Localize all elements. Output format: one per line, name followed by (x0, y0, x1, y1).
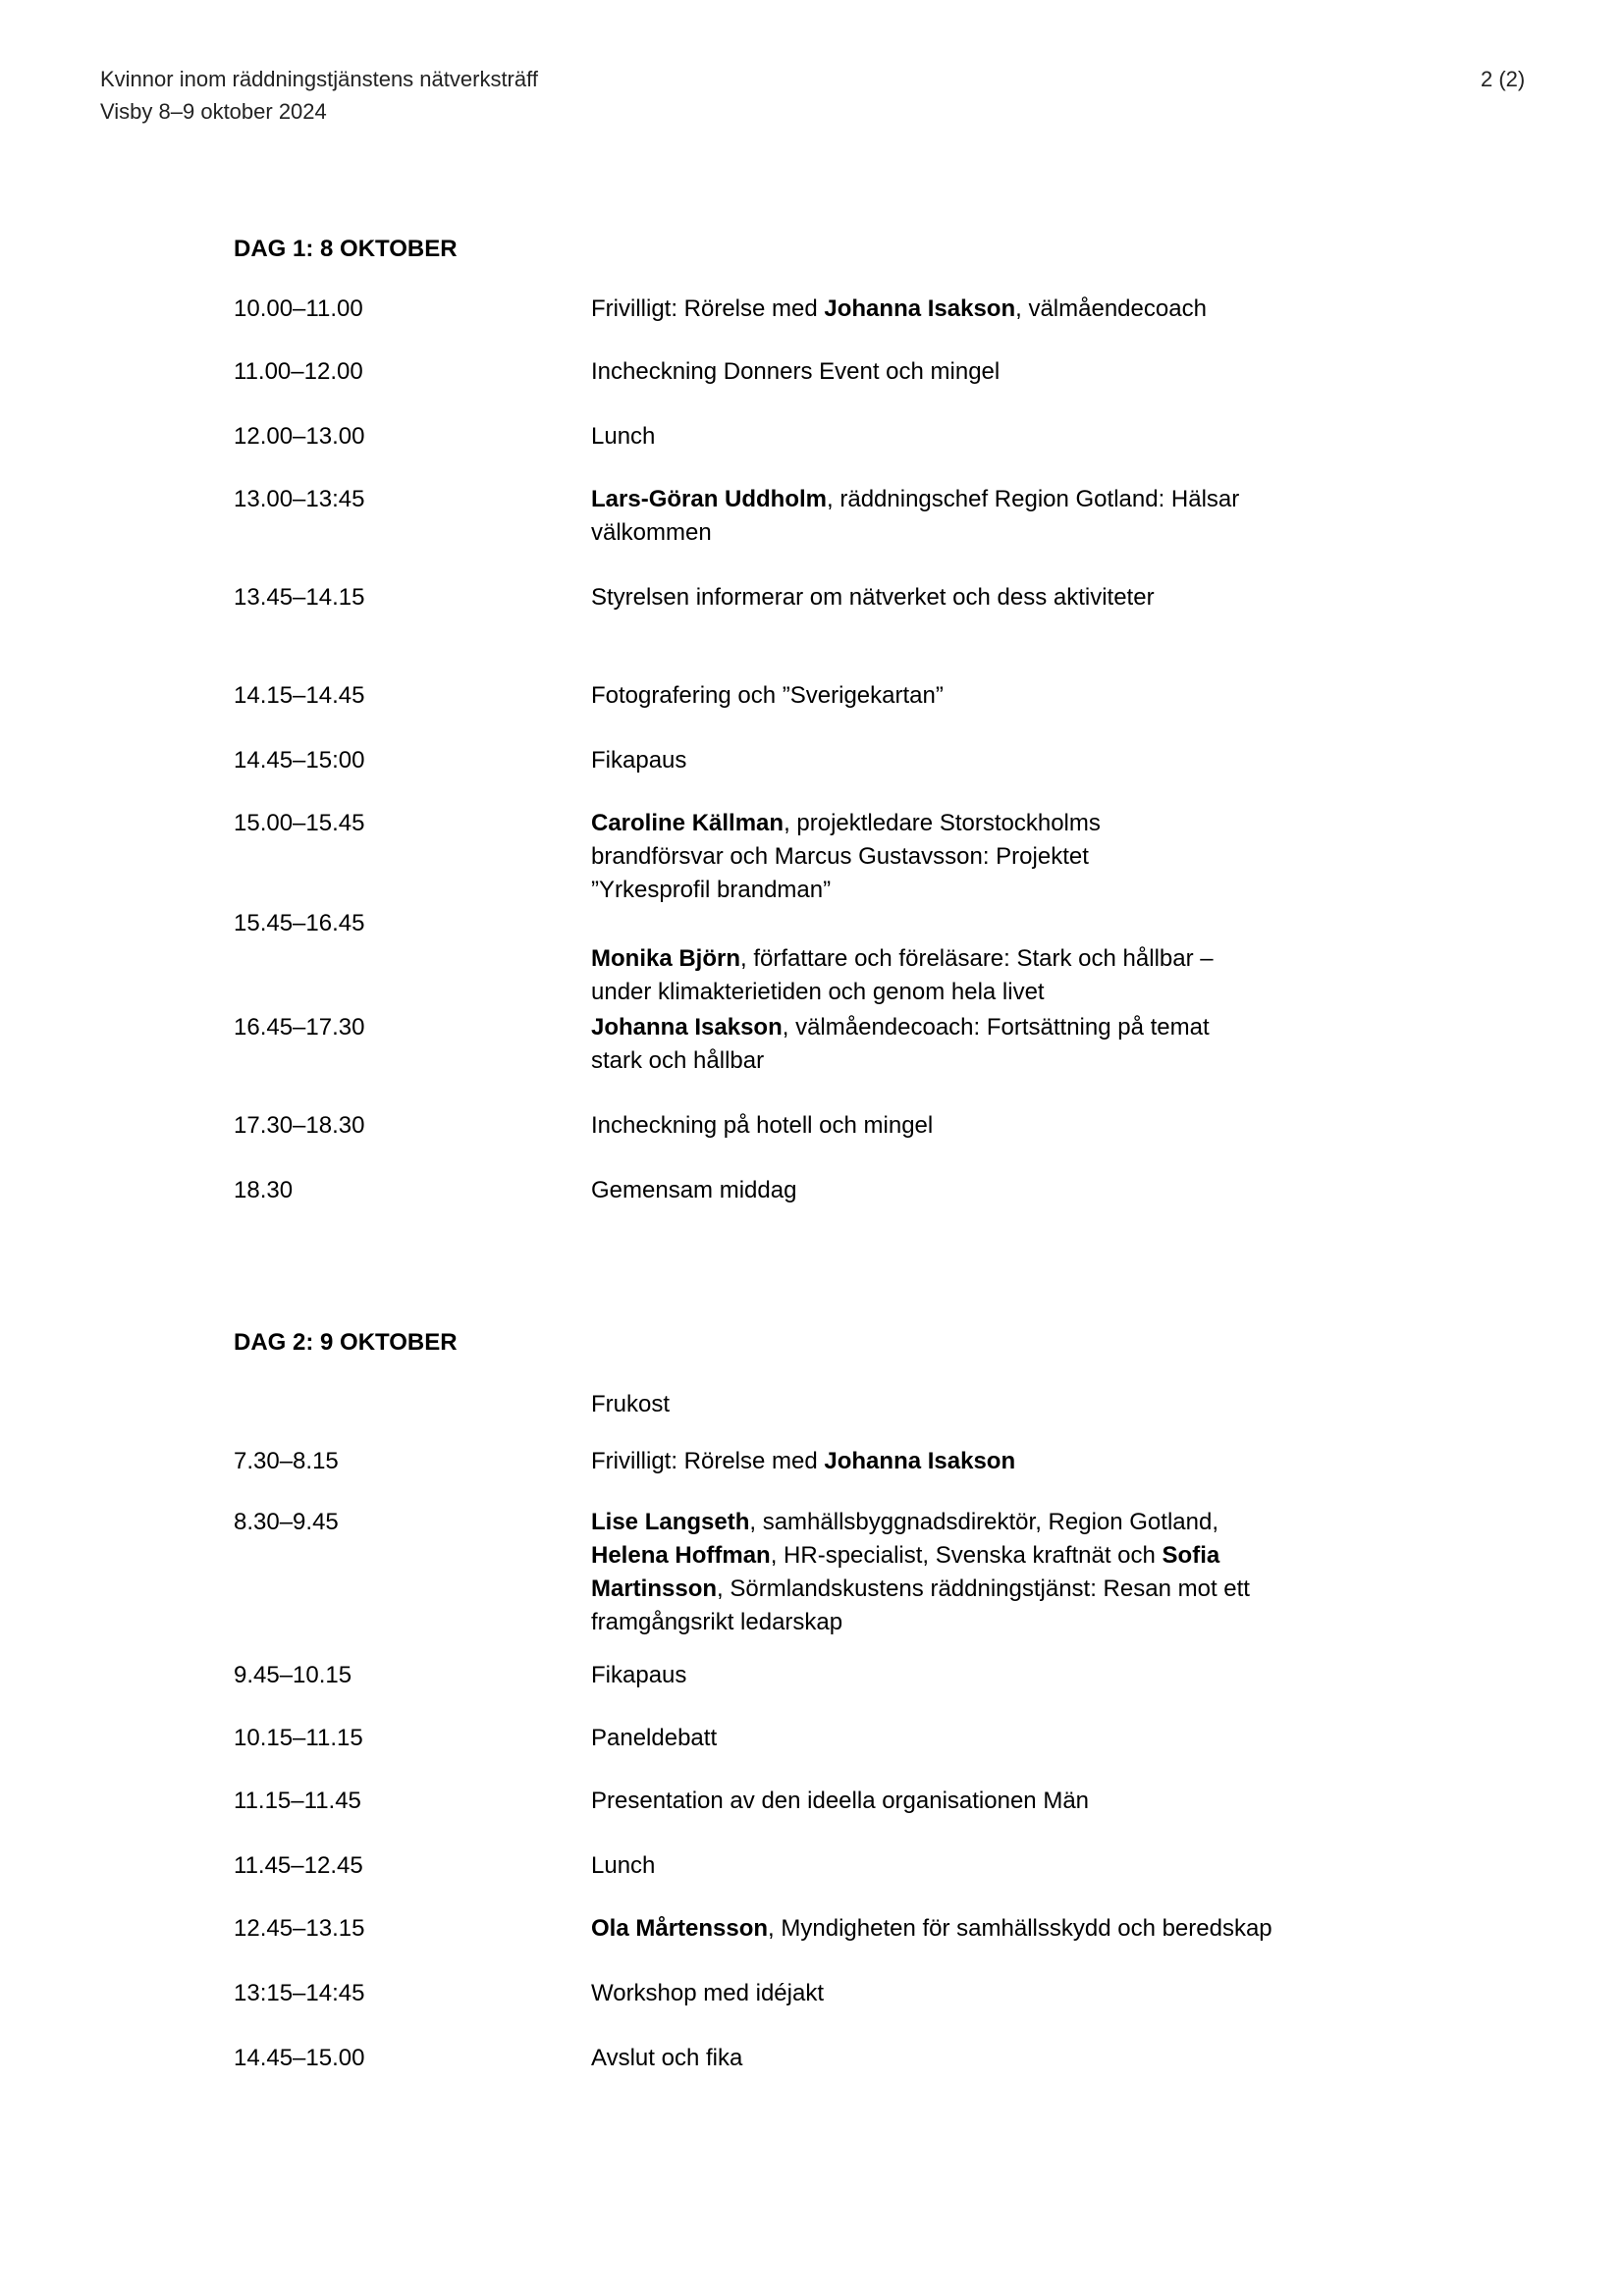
agenda-time: 17.30–18.30 (234, 1112, 365, 1139)
description-line (591, 679, 1406, 713)
agenda-description (591, 1912, 1406, 1946)
description-text: , Myndigheten för samhällsskydd och beredskap (768, 1915, 1272, 1942)
speaker-name: Caroline Källman (591, 810, 784, 836)
description-line (591, 1388, 1406, 1421)
description-line (591, 840, 1406, 874)
description-text: Frivilligt: Rörelse med (591, 1448, 825, 1474)
description-text: , författare och föreläsare: Stark och hållbar – (740, 945, 1214, 972)
agenda-description (591, 1659, 1406, 1692)
description-text: Workshop med idéjakt (591, 1980, 824, 2006)
agenda-description (591, 942, 1406, 1009)
description-text: Lunch (591, 423, 656, 450)
description-text: stark och hållbar (591, 1047, 765, 1074)
description-line (591, 744, 1406, 777)
agenda-description (591, 1506, 1406, 1639)
agenda-description (591, 2042, 1406, 2075)
agenda-time: 7.30–8.15 (234, 1448, 339, 1474)
document-header (100, 63, 538, 128)
description-text: Fikapaus (591, 1662, 687, 1688)
description-text: , HR-specialist, Svenska kraftnät och (770, 1542, 1163, 1569)
agenda-time: 11.00–12.00 (234, 358, 363, 385)
description-text: , välmåendecoach (1015, 295, 1207, 322)
description-line (591, 1539, 1406, 1573)
description-line (591, 1573, 1406, 1606)
agenda-time: 9.45–10.15 (234, 1662, 352, 1688)
day-1-heading: DAG 1: 8 OKTOBER (234, 236, 458, 262)
agenda-description (591, 483, 1406, 550)
description-text: Gemensam middag (591, 1177, 797, 1203)
description-text: brandförsvar och Marcus Gustavsson: Projektet (591, 843, 1089, 870)
speaker-name: Ola Mårtensson (591, 1915, 769, 1942)
speaker-name: Johanna Isakson (824, 1448, 1016, 1474)
agenda-time: 13:15–14:45 (234, 1980, 365, 2006)
agenda-description (591, 1109, 1406, 1143)
description-line (591, 581, 1406, 614)
description-text: framgångsrikt ledarskap (591, 1609, 843, 1635)
description-line (591, 1445, 1406, 1478)
agenda-description (591, 1722, 1406, 1755)
description-text: Fotografering och ”Sverigekartan” (591, 682, 944, 709)
agenda-time: 10.00–11.00 (234, 295, 363, 322)
description-text: Lunch (591, 1852, 656, 1879)
description-line (591, 1722, 1406, 1755)
description-text: Incheckning på hotell och mingel (591, 1112, 934, 1139)
agenda-time: 10.15–11.15 (234, 1725, 363, 1751)
speaker-name: Helena Hoffman (591, 1542, 771, 1569)
agenda-description (591, 581, 1406, 614)
agenda-description (591, 1445, 1406, 1478)
agenda-time: 12.00–13.00 (234, 423, 365, 450)
agenda-description (591, 293, 1406, 326)
description-text: Avslut och fika (591, 2045, 743, 2071)
agenda-time: 15.45–16.45 (234, 910, 365, 936)
description-line (591, 1659, 1406, 1692)
description-line (591, 293, 1406, 326)
agenda-description (591, 744, 1406, 777)
header-title: Kvinnor inom räddningstjänstens nätverksträff (100, 67, 538, 91)
description-text: Incheckning Donners Event och mingel (591, 358, 1001, 385)
agenda-time: 8.30–9.45 (234, 1509, 339, 1535)
agenda-description (591, 679, 1406, 713)
header-subtitle: Visby 8–9 oktober 2024 (100, 99, 327, 124)
description-line (591, 874, 1406, 907)
agenda-description (591, 1011, 1406, 1078)
description-line (591, 976, 1406, 1009)
description-text: , projektledare Storstockholms (784, 810, 1101, 836)
description-line (591, 1912, 1406, 1946)
agenda-time: 14.45–15.00 (234, 2045, 365, 2071)
agenda-time: 11.45–12.45 (234, 1852, 363, 1879)
description-line (591, 942, 1406, 976)
description-text: under klimakterietiden och genom hela livet (591, 979, 1045, 1005)
agenda-time: 13.45–14.15 (234, 584, 365, 611)
page-number: 2 (2) (1481, 67, 1526, 91)
description-line (591, 1849, 1406, 1883)
description-line (591, 1044, 1406, 1078)
speaker-name: Monika Björn (591, 945, 741, 972)
description-line (591, 1174, 1406, 1207)
speaker-name: Martinsson (591, 1575, 718, 1602)
description-line (591, 355, 1406, 389)
description-text: , räddningschef Region Gotland: Hälsar (827, 486, 1240, 512)
agenda-description (591, 1977, 1406, 2010)
description-line (591, 1109, 1406, 1143)
description-text: Frivilligt: Rörelse med (591, 295, 825, 322)
description-text: Presentation av den ideella organisationen Män (591, 1788, 1090, 1814)
agenda-description (591, 807, 1406, 907)
agenda-description (591, 355, 1406, 389)
agenda-time: 11.15–11.45 (234, 1788, 361, 1814)
agenda-time: 12.45–13.15 (234, 1915, 365, 1942)
agenda-time: 14.15–14.45 (234, 682, 365, 709)
description-line (591, 1606, 1406, 1639)
agenda-time: 15.00–15.45 (234, 810, 365, 836)
speaker-name: Johanna Isakson (824, 295, 1016, 322)
description-text: Fikapaus (591, 747, 687, 774)
description-text: Styrelsen informerar om nätverket och dess aktiviteter (591, 584, 1155, 611)
description-line (591, 1977, 1406, 2010)
description-text: Paneldebatt (591, 1725, 718, 1751)
speaker-name: Lars-Göran Uddholm (591, 486, 828, 512)
description-line (591, 807, 1406, 840)
agenda-time: 18.30 (234, 1177, 294, 1203)
speaker-name: Lise Langseth (591, 1509, 750, 1535)
agenda-description (591, 1174, 1406, 1207)
description-text: , välmåendecoach: Fortsättning på temat (782, 1014, 1210, 1041)
description-text: välkommen (591, 519, 712, 546)
agenda-description (591, 1388, 1406, 1421)
description-line (591, 483, 1406, 516)
agenda-description (591, 1849, 1406, 1883)
description-line (591, 1506, 1406, 1539)
description-text: , samhällsbyggnadsdirektör, Region Gotland, (749, 1509, 1218, 1535)
speaker-name: Sofia (1162, 1542, 1220, 1569)
agenda-time: 14.45–15:00 (234, 747, 365, 774)
description-text: ”Yrkesprofil brandman” (591, 877, 832, 903)
description-line (591, 1011, 1406, 1044)
agenda-time: 16.45–17.30 (234, 1014, 365, 1041)
description-line (591, 516, 1406, 550)
speaker-name: Johanna Isakson (591, 1014, 783, 1041)
description-line (591, 420, 1406, 454)
agenda-description (591, 420, 1406, 454)
day-2-heading: DAG 2: 9 OKTOBER (234, 1329, 458, 1356)
description-text: , Sörmlandskustens räddningstjänst: Resan mot ett (717, 1575, 1250, 1602)
description-line (591, 1785, 1406, 1818)
description-line (591, 2042, 1406, 2075)
agenda-time: 13.00–13:45 (234, 486, 365, 512)
agenda-description (591, 1785, 1406, 1818)
description-text: Frukost (591, 1391, 671, 1417)
